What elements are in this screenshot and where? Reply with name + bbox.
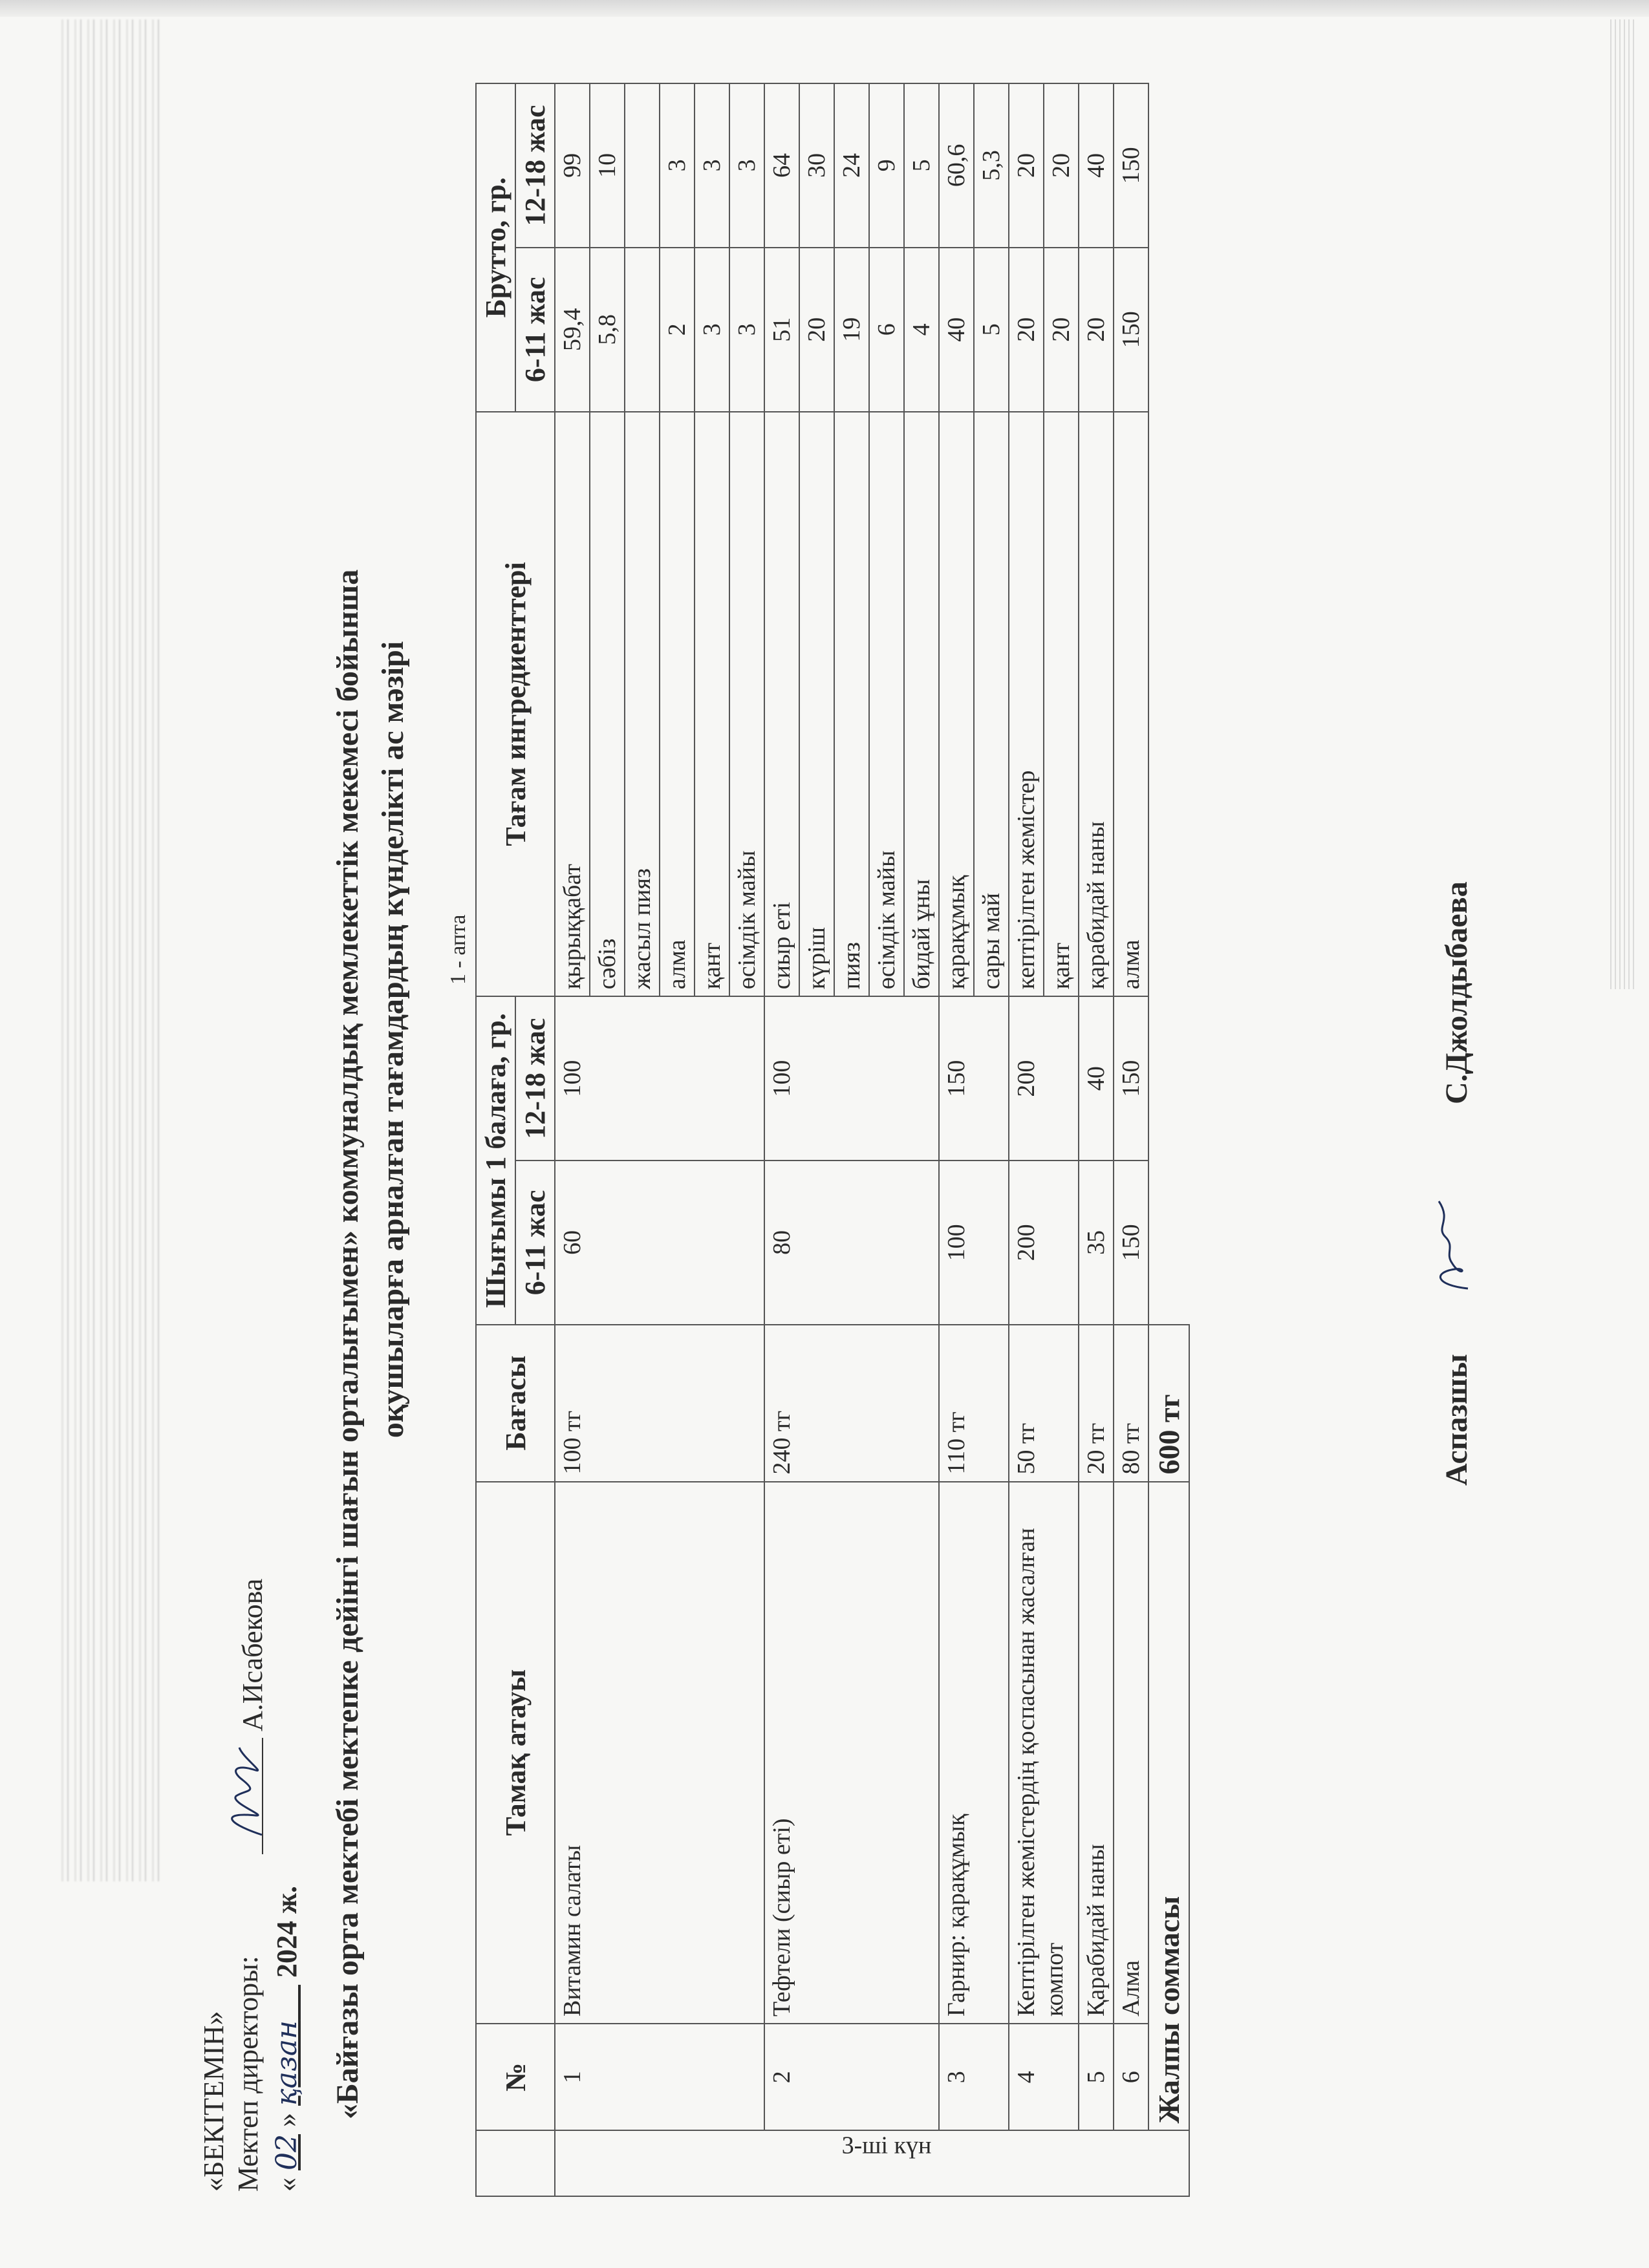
ingredient-brutto-age1: 4: [904, 248, 939, 412]
dish-name: Қарабидай наны: [1079, 1482, 1114, 2024]
approval-role: Мектеп директоры:: [232, 1956, 264, 2192]
ingredient-name: алма: [1114, 412, 1148, 997]
total-sum: 600 тг: [1148, 1325, 1189, 1482]
ingredient-brutto-age2: 9: [869, 83, 904, 248]
dish-yield-age1: 150: [1114, 1161, 1148, 1325]
date-quote-close: »: [271, 2113, 303, 2127]
ingredient-brutto-age1: 19: [834, 248, 869, 412]
header-price: Бағасы: [476, 1325, 555, 1482]
dish-number: 5: [1079, 2024, 1114, 2130]
header-yield-age2: 12-18 жас: [515, 996, 555, 1161]
table-row: [764, 83, 799, 2196]
table-row: [939, 83, 974, 2196]
header-brutto: Брутто, гр.: [476, 83, 515, 412]
date-day: 02: [270, 2134, 303, 2170]
dish-name: Алма: [1114, 1482, 1148, 2024]
cook-name: С.Джолдыбаева: [1439, 881, 1474, 1104]
header-yield-age1: 6-11 жас: [515, 1161, 555, 1325]
total-label: Жалпы соммасы: [1148, 1482, 1189, 2131]
dish-name: Тефтели (сиыр еті): [764, 1482, 939, 2024]
ingredient-brutto-age2: 60,6: [939, 83, 974, 248]
ingredient-brutto-age1: 3: [695, 248, 729, 412]
dish-number: 3: [939, 2024, 1009, 2130]
dish-number: 1: [555, 2024, 764, 2130]
day-cell: [555, 2131, 1189, 2197]
dish-yield-age2: 150: [939, 996, 1009, 1161]
table-row: [555, 83, 590, 2196]
menu-table-body: [555, 83, 1189, 2196]
director-signature: [217, 1744, 275, 1841]
dish-name: Витамин салаты: [555, 1482, 764, 2024]
dish-yield-age2: 40: [1079, 996, 1114, 1161]
dish-price: 110 тг: [939, 1325, 1009, 1482]
week-label: 1 - апта: [446, 914, 470, 985]
ingredient-brutto-age1: 20: [1044, 248, 1079, 412]
ingredient-brutto-age2: 3: [695, 83, 729, 248]
day-header-cell: [476, 2131, 555, 2197]
table-row: [1009, 83, 1044, 2196]
cook-role: Аспазшы: [1439, 1354, 1474, 1486]
ingredient-brutto-age1: 51: [764, 248, 799, 412]
header-brutto-age1: 6-11 жас: [515, 248, 555, 412]
table-row: [1079, 83, 1114, 2196]
dish-price: 20 тг: [1079, 1325, 1114, 1482]
ingredient-name: жасыл пияз: [625, 412, 660, 997]
ingredient-brutto-age2: 10: [590, 83, 625, 248]
dish-yield-age2: 200: [1009, 996, 1079, 1161]
ingredient-brutto-age2: 40: [1079, 83, 1114, 248]
header-yield: Шығымы 1 балаға, гр.: [476, 996, 515, 1325]
ingredient-brutto-age2: 5: [904, 83, 939, 248]
ingredient-brutto-age2: 3: [729, 83, 764, 248]
cook-signature: [1423, 1195, 1481, 1298]
ingredient-name: бидай ұны: [904, 412, 939, 997]
ingredient-brutto-age1: 2: [660, 248, 695, 412]
dish-price: 240 тг: [764, 1325, 939, 1482]
header-dish-name: Тамақ атауы: [476, 1482, 555, 2024]
ingredient-name: өсімдік майы: [729, 412, 764, 997]
approval-date: [270, 1886, 303, 2192]
dish-price: 100 тг: [555, 1325, 764, 1482]
table-row: [1114, 83, 1148, 2196]
dish-yield-age1: 100: [939, 1161, 1009, 1325]
dish-yield-age1: 60: [555, 1161, 764, 1325]
ingredient-brutto-age1: 59,4: [555, 248, 590, 412]
ingredient-name: қарақұмық: [939, 412, 974, 997]
ingredient-brutto-age1: 40: [939, 248, 974, 412]
ingredient-brutto-age2: 64: [764, 83, 799, 248]
total-row: [1148, 83, 1189, 2196]
header-brutto-age2: 12-18 жас: [515, 83, 555, 248]
date-month: қазан: [270, 2020, 303, 2106]
dish-yield-age1: 80: [764, 1161, 939, 1325]
dish-price: 50 тг: [1009, 1325, 1079, 1482]
ingredient-brutto-age1: 6: [869, 248, 904, 412]
menu-title-line2: оқушыларға арналған тағамдардың күнделікті ас мәзірі: [376, 641, 410, 1439]
ingredient-name: қант: [695, 412, 729, 997]
date-quote-open: «: [271, 2177, 303, 2192]
ingredient-brutto-age2: 150: [1114, 83, 1148, 248]
menu-title-line1: «Байғазы орта мектебі мектепке дейінгі шағын орталығымен» коммуналдық мемлекеттік мекемесі бойынша: [330, 569, 365, 2119]
dish-number: 6: [1114, 2024, 1148, 2130]
ingredient-brutto-age2: 20: [1044, 83, 1079, 248]
menu-table: [475, 83, 1190, 2197]
signature-line: [262, 1738, 263, 1854]
ingredient-name: пияз: [834, 412, 869, 997]
ingredient-brutto-age1: [625, 248, 660, 412]
ingredient-name: сиыр еті: [764, 412, 799, 997]
dish-name: Гарнир: қарақұмық: [939, 1482, 1009, 2024]
dish-yield-age2: 150: [1114, 996, 1148, 1161]
ingredient-brutto-age1: 5,8: [590, 248, 625, 412]
dish-yield-age2: 100: [764, 996, 939, 1161]
ingredient-brutto-age2: 24: [834, 83, 869, 248]
header-num: №: [476, 2024, 555, 2130]
approval-heading: «БЕКІТЕМІН»: [198, 2011, 230, 2192]
dish-yield-age2: 100: [555, 996, 764, 1161]
ingredient-name: өсімдік майы: [869, 412, 904, 997]
ingredient-name: сәбіз: [590, 412, 625, 997]
ingredient-name: қант: [1044, 412, 1079, 997]
dish-name: Кептірілген жемістердің қоспасынан жасалған компот: [1009, 1482, 1079, 2024]
ingredient-brutto-age2: 99: [555, 83, 590, 248]
total-empty: [1148, 83, 1189, 1325]
ingredient-name: сары май: [974, 412, 1009, 997]
dish-yield-age1: 35: [1079, 1161, 1114, 1325]
day-label: 3-ші күн: [841, 2132, 931, 2159]
dish-price: 80 тг: [1114, 1325, 1148, 1482]
ingredient-brutto-age1: 20: [799, 248, 834, 412]
dish-yield-age1: 200: [1009, 1161, 1079, 1325]
director-name: А.Исабекова: [237, 1578, 268, 1731]
ingredient-brutto-age1: 150: [1114, 248, 1148, 412]
ingredient-name: қарабидай наны: [1079, 412, 1114, 997]
date-year: 2024 ж.: [271, 1886, 303, 1978]
ingredient-brutto-age2: 5,3: [974, 83, 1009, 248]
dish-number: 4: [1009, 2024, 1079, 2130]
ingredient-brutto-age1: 3: [729, 248, 764, 412]
ingredient-name: кептірілген жемістер: [1009, 412, 1044, 997]
ingredient-brutto-age2: 30: [799, 83, 834, 248]
ingredient-brutto-age1: 5: [974, 248, 1009, 412]
ingredient-name: қырыққабат: [555, 412, 590, 997]
ingredient-brutto-age2: [625, 83, 660, 248]
ingredient-name: алма: [660, 412, 695, 997]
ingredient-brutto-age1: 20: [1009, 248, 1044, 412]
ingredient-name: күріш: [799, 412, 834, 997]
ingredient-brutto-age1: 20: [1079, 248, 1114, 412]
header-ingredients: Тағам ингредиенттері: [476, 412, 555, 997]
ingredient-brutto-age2: 20: [1009, 83, 1044, 248]
dish-number: 2: [764, 2024, 939, 2130]
ingredient-brutto-age2: 3: [660, 83, 695, 248]
